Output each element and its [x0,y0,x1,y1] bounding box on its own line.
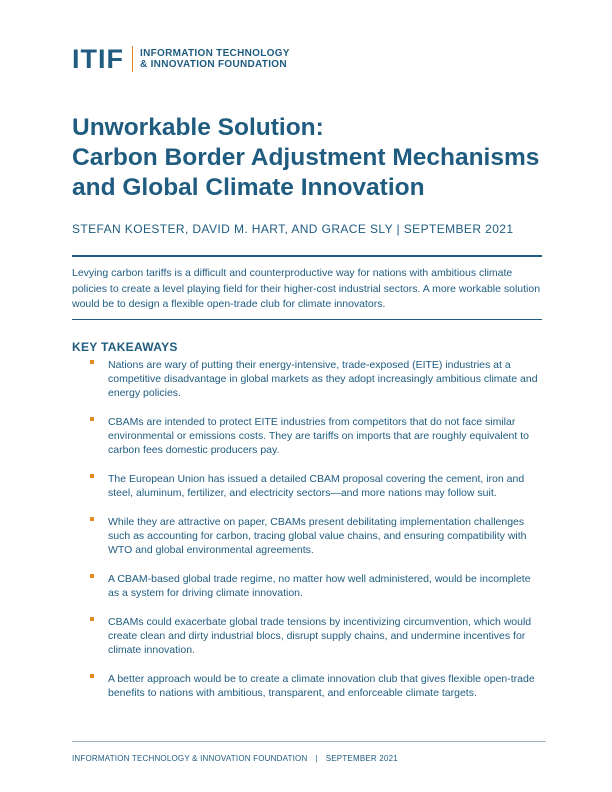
takeaway-text: A CBAM-based global trade regime, no matter how well administered, would be incomplete as a system for driving climate innovation. [108,573,531,599]
byline: STEFAN KOESTER, DAVID M. HART, AND GRACE SLY | SEPTEMBER 2021 [72,222,514,236]
takeaway-item [90,358,540,400]
itif-logo [72,45,290,73]
footer-date: SEPTEMBER 2021 [325,754,398,763]
takeaway-item [90,615,540,657]
takeaway-item [90,472,540,500]
logo-mark: ITIF [72,44,124,74]
takeaway-text: A better approach would be to create a climate innovation club that gives flexible open-trade benefits to nations with ambitious, transparent, and enforceable climate targets. [108,673,535,699]
footer-rule [72,741,546,742]
bullet-icon [90,517,94,521]
takeaway-text: CBAMs are intended to protect EITE industries from competitors that do not face similar environmental or emissions costs. They are tariffs on imports that are roughly equivalent to carbon fees domestic producers pay. [108,416,529,456]
bullet-icon [90,417,94,421]
summary-text: Levying carbon tariffs is a difficult and counterproductive way for nations with ambitious climate policies to create a level playing field for their higher-cost industrial sectors. A more workable solution would be to design a flexible open-trade club for climate innovators. [72,267,541,310]
footer-org: INFORMATION TECHNOLOGY & INNOVATION FOUNDATION [72,754,308,763]
bullet-icon [90,474,94,478]
logo-line-2: & INNOVATION FOUNDATION [140,59,287,70]
takeaway-text: Nations are wary of putting their energy-intensive, trade-exposed (EITE) industries at a competitive disadvantage in global markets as they adopt increasingly ambitious climate and energy policies. [108,359,538,399]
title-line-3: and Global Climate Innovation [72,174,425,201]
logo-divider [132,46,133,72]
takeaway-item [90,415,540,457]
page-footer [72,754,398,763]
bullet-icon [90,360,94,364]
key-takeaways-list [90,358,540,715]
summary-bottom-rule [72,319,542,320]
takeaway-text: The European Union has issued a detailed CBAM proposal covering the cement, iron and steel, aluminum, fertilizer, and electricity sectors—and more nations may follow suit. [108,473,525,499]
bullet-icon [90,574,94,578]
bullet-icon [90,674,94,678]
title-line-1: Unworkable Solution: [72,114,324,141]
takeaway-text: While they are attractive on paper, CBAMs present debilitating implementation challenges such as accounting for carbon, tracing global value chains, and ensuring compatibility with WTO and global environmental agreements. [108,516,527,556]
summary-top-rule [72,255,542,257]
takeaway-item [90,672,540,700]
title-line-2: Carbon Border Adjustment Mechanisms [72,144,540,171]
takeaway-item [90,515,540,557]
logo-line-1: INFORMATION TECHNOLOGY [140,48,290,59]
report-title [72,113,542,203]
takeaway-text: CBAMs could exacerbate global trade tensions by incentivizing circumvention, which would create clean and dirty industrial blocs, disrupt supply chains, and undermine incentives for climate innovation. [108,616,532,656]
bullet-icon [90,617,94,621]
key-takeaways-heading: KEY TAKEAWAYS [72,340,178,354]
logo-wordmark [140,48,290,70]
footer-separator: | [315,754,318,763]
takeaway-item [90,572,540,600]
